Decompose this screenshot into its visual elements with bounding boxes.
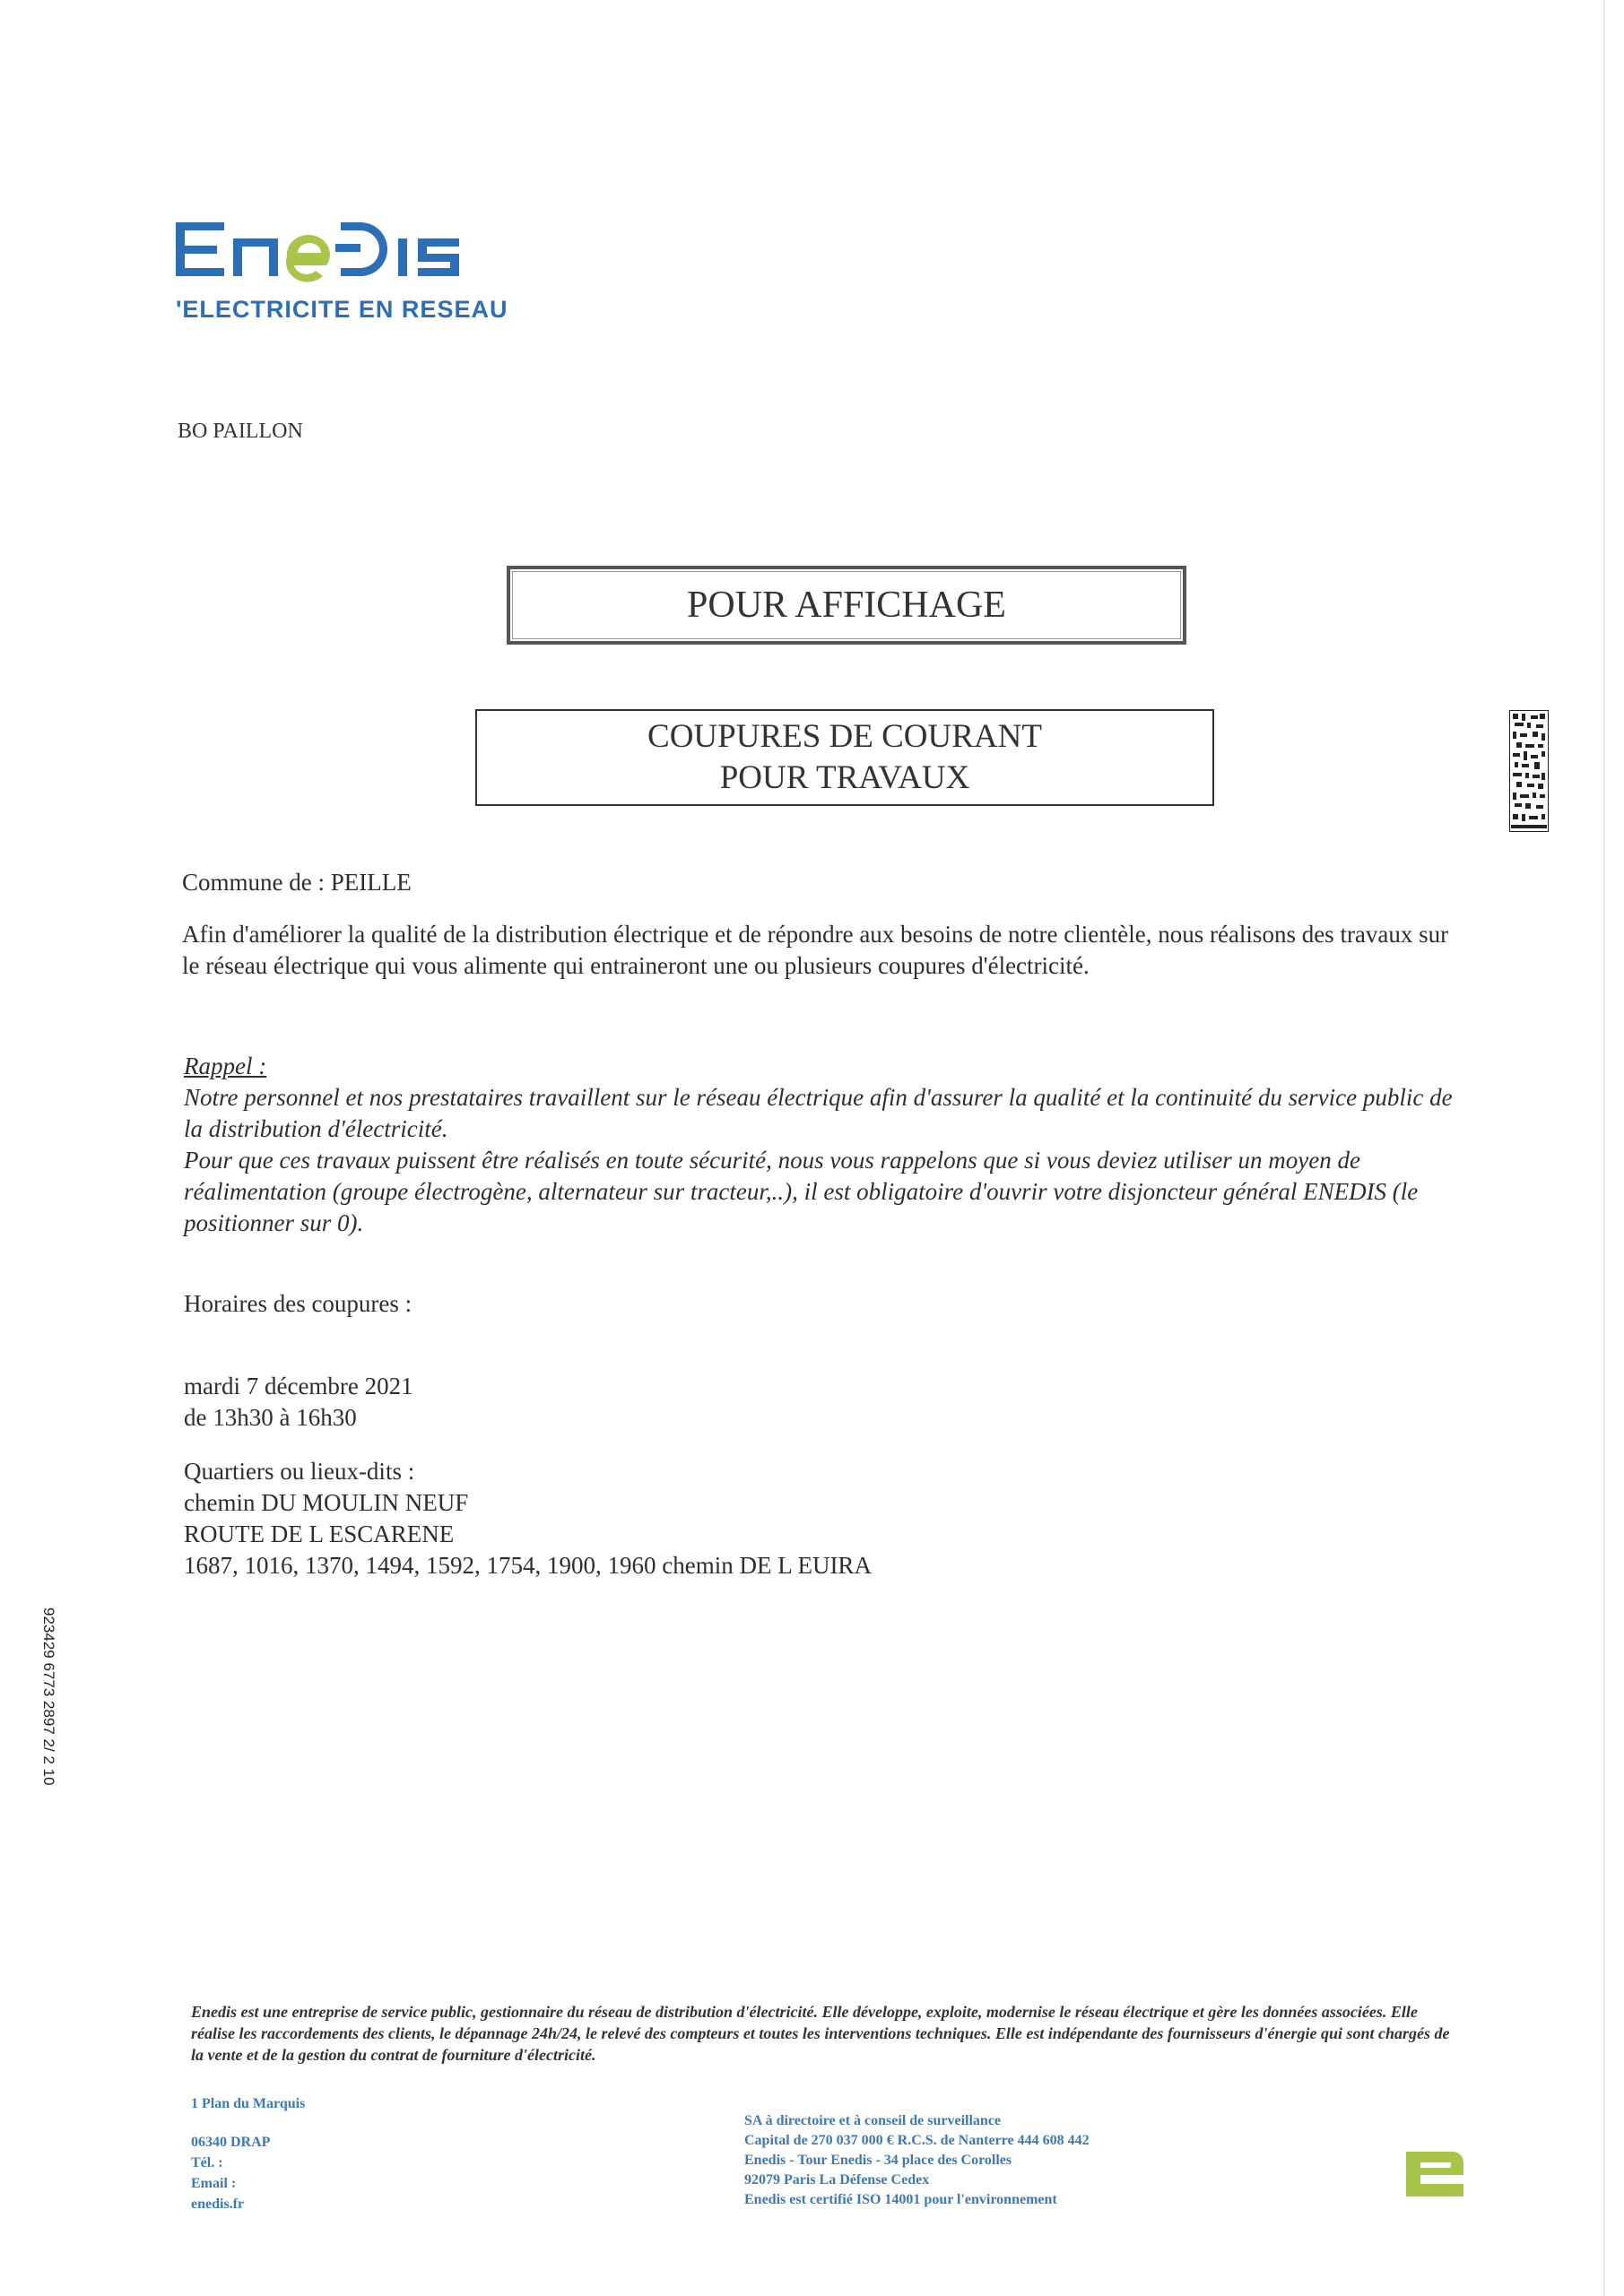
places-title: Quartiers ou lieux-dits : [184, 1458, 415, 1485]
company-line-5: Enedis est certifié ISO 14001 pour l'environnement [744, 2192, 1057, 2207]
place-item: 1687, 1016, 1370, 1494, 1592, 1754, 1900, 1960 chemin DE L EUIRA [184, 1552, 872, 1579]
horaires-title: Horaires des coupures : [184, 1290, 413, 1317]
address-mail: Email : [191, 2176, 237, 2191]
schedule [184, 1371, 413, 1434]
rappel-paragraph-2: Pour que ces travaux puissent être réalisés en toute sécurité, nous vous rappelons que si vous deviez utiliser un moyen de réalimentation (groupe électrogène, alternateur sur tracteur,..), il est obligatoire d'ouvrir votre disjoncteur général ENEDIS (le positionner sur 0). [184, 1147, 1419, 1236]
company-info [744, 2111, 1090, 2210]
schedule-time: de 13h30 à 16h30 [184, 1404, 357, 1431]
page-edge-line [1603, 0, 1605, 2296]
logo-tagline: 'ELECTRICITE EN RESEAU [176, 296, 508, 323]
place-item: ROUTE DE L ESCARENE [184, 1521, 455, 1547]
address-street: 1 Plan du Marquis [191, 2096, 306, 2111]
address-web: enedis.fr [191, 2196, 245, 2212]
rappel-paragraph-1: Notre personnel et nos prestataires travaillent sur le réseau électrique afin d'assurer la qualité et la continuité du service public de la distribution d'électricité. [184, 1084, 1453, 1142]
place-item: chemin DU MOULIN NEUF [184, 1489, 469, 1516]
title-line-2: POUR TRAVAUX [719, 759, 970, 796]
commune: Commune de : PEILLE [182, 869, 412, 896]
title-box [475, 709, 1214, 806]
company-line-4: 92079 Paris La Défense Cedex [744, 2172, 930, 2188]
company-line-1: SA à directoire et à conseil de surveillance [744, 2113, 1002, 2128]
company-line-3: Enedis - Tour Enedis - 34 place des Corolles [744, 2153, 1012, 2168]
title-line-1: COUPURES DE COURANT [647, 718, 1042, 755]
margin-code-text: 923429 6773 2897 2/ 2 10 [40, 1607, 57, 1786]
rappel-section [184, 1051, 1466, 1239]
address-city: 06340 DRAP [191, 2135, 271, 2150]
company-line-2: Capital de 270 037 000 € R.C.S. de Nanterre 444 608 442 [744, 2133, 1090, 2148]
address-block [191, 2093, 305, 2214]
rappel-label: Rappel : [184, 1053, 267, 1079]
places-section [184, 1456, 872, 1581]
address-tel: Tél. : [191, 2155, 223, 2170]
margin-reference-code [36, 1607, 79, 1876]
legal-notice: Enedis est une entreprise de service public, gestionnaire du réseau de distribution d'électricité. Elle développe, exploite, modernise le réseau électrique et gère les données associées. Elle réalise les raccordements des clients, le dépannage 24h/24, le relevé des compteurs et toutes les interventions techniques. Elle est indépendante des fournisseurs d'énergie qui sont chargés de la vente et de la gestion du contrat de fourniture d'électricité. [191, 2003, 1450, 2064]
enedis-e-symbol-icon [1399, 2143, 1471, 2205]
poster-label: POUR AFFICHAGE [687, 585, 1006, 626]
datamatrix-barcode-icon [1509, 710, 1549, 832]
sender-office: BO PAILLON [178, 420, 303, 443]
schedule-date: mardi 7 décembre 2021 [184, 1373, 413, 1399]
poster-label-box [507, 566, 1186, 645]
intro-paragraph: Afin d'améliorer la qualité de la distribution électrique et de répondre aux besoins de notre clientèle, nous réalisons des travaux sur le réseau électrique qui vous alimente qui entraineront une ou plusieurs coupures d'électricité. [182, 921, 1449, 979]
